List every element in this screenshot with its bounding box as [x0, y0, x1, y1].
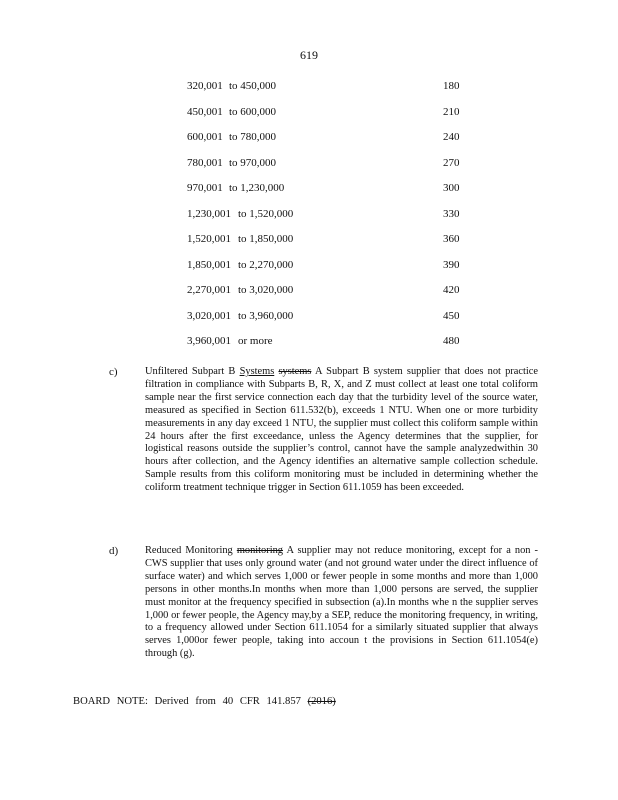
table-row [187, 230, 487, 256]
page-number: 619 [300, 48, 318, 62]
range-to: to 3,960,000 [238, 309, 294, 322]
table-row [187, 281, 487, 307]
range-to: to 600,000 [229, 105, 277, 118]
board-note [73, 696, 336, 707]
range-from: 1,520,001 [187, 233, 231, 245]
para-c-lead: Unfiltered Subpart B [145, 366, 236, 377]
range-from: 3,960,001 [187, 335, 231, 347]
sample-count: 450 [443, 309, 460, 322]
table-row [187, 256, 487, 282]
range-from: 320,001 [187, 80, 223, 92]
table-row [187, 103, 487, 129]
board-note-deleted: (2016) [307, 696, 336, 707]
para-c-inserted: Systems [239, 366, 275, 377]
sample-count: 420 [443, 284, 460, 296]
table-row [187, 179, 487, 205]
range-to: to 970,000 [229, 156, 277, 169]
para-d-body: A supplier may not reduce monitoring, except for a non -CWS supplier that uses only ground water (and not ground water under the direct influence of surface water) and which serves 1,000 or fewer people in some months and more than 1,000 persons in other months.In months when more than 1,000 persons are served, the supplier must monitor at the frequency specified in subsection (a).In months whe n the supplier serves 1,000 or fewer people, the Agency may,by a SEP, reduce the monitoring frequency, in writing, to a frequency allowed under Section 611.1054 for a similarly situated supplier that always serves 1,000or fewer people, taking into accoun t the provisions in Section 611.1054(e) through (g). [145, 545, 538, 660]
sample-count: 390 [443, 258, 460, 271]
range-to: to 2,270,000 [238, 258, 294, 271]
range-to: to 1,520,000 [238, 207, 294, 220]
para-d-label: d) [109, 545, 119, 557]
range-from: 970,001 [187, 182, 223, 194]
range-to: to 450,000 [229, 80, 277, 92]
sample-count: 270 [443, 156, 460, 169]
range-from: 1,850,001 [187, 258, 231, 271]
table-row [187, 205, 487, 231]
para-d [145, 545, 538, 661]
para-d-deleted: monitoring [236, 545, 283, 556]
range-from: 600,001 [187, 131, 223, 143]
table-row [187, 154, 487, 180]
sample-count: 360 [443, 233, 460, 245]
para-c-body: A Subpart B system supplier that does not practice filtration in compliance with Subparts B, R, X, and Z must collect at least one total coliform sample near the first service connection each day that the turbidity level of the source water, measured as specified in Section 611.532(b), exceeds 1 NTU. When one or more turbidity measurements in any day exceed 1 NTU, the supplier must collect this coliform sample within 24 hours after the first exceedance, unless the Agency determines that the supplier, for logistical reasons outside the supplier’s control, cannot have the sample analyzedwithin 30 hours after collection, and the Agency identifies an alternative sample collection schedule. Sample results from this coliform monitoring must be included in determining whether the coliform treatment technique trigger in Section 611.1059 has been exceeded. [145, 366, 538, 494]
table-row [187, 307, 487, 333]
range-to: to 780,000 [229, 131, 277, 143]
range-from: 2,270,001 [187, 284, 231, 296]
table-row [187, 332, 487, 358]
range-from: 3,020,001 [187, 309, 231, 322]
sample-count: 240 [443, 131, 460, 143]
sample-count: 180 [443, 80, 460, 92]
sample-count: 210 [443, 105, 460, 118]
board-note-text: BOARD NOTE: Derived from 40 CFR 141.857 [73, 696, 301, 707]
range-to: to 1,230,000 [229, 182, 285, 194]
range-from: 1,230,001 [187, 207, 231, 220]
range-to: to 3,020,000 [238, 284, 294, 296]
sample-count: 330 [443, 207, 460, 220]
range-from: 780,001 [187, 156, 223, 169]
para-c-deleted: systems [278, 366, 312, 377]
table-row [187, 77, 487, 103]
population-sample-table [187, 77, 487, 358]
table-row [187, 128, 487, 154]
para-c-label: c) [109, 366, 118, 378]
range-from: 450,001 [187, 105, 223, 118]
sample-count: 480 [443, 335, 460, 347]
range-to: or more [238, 335, 273, 347]
range-to: to 1,850,000 [238, 233, 294, 245]
para-d-lead: Reduced Monitoring [145, 545, 233, 556]
sample-count: 300 [443, 182, 460, 194]
para-c [145, 366, 538, 495]
